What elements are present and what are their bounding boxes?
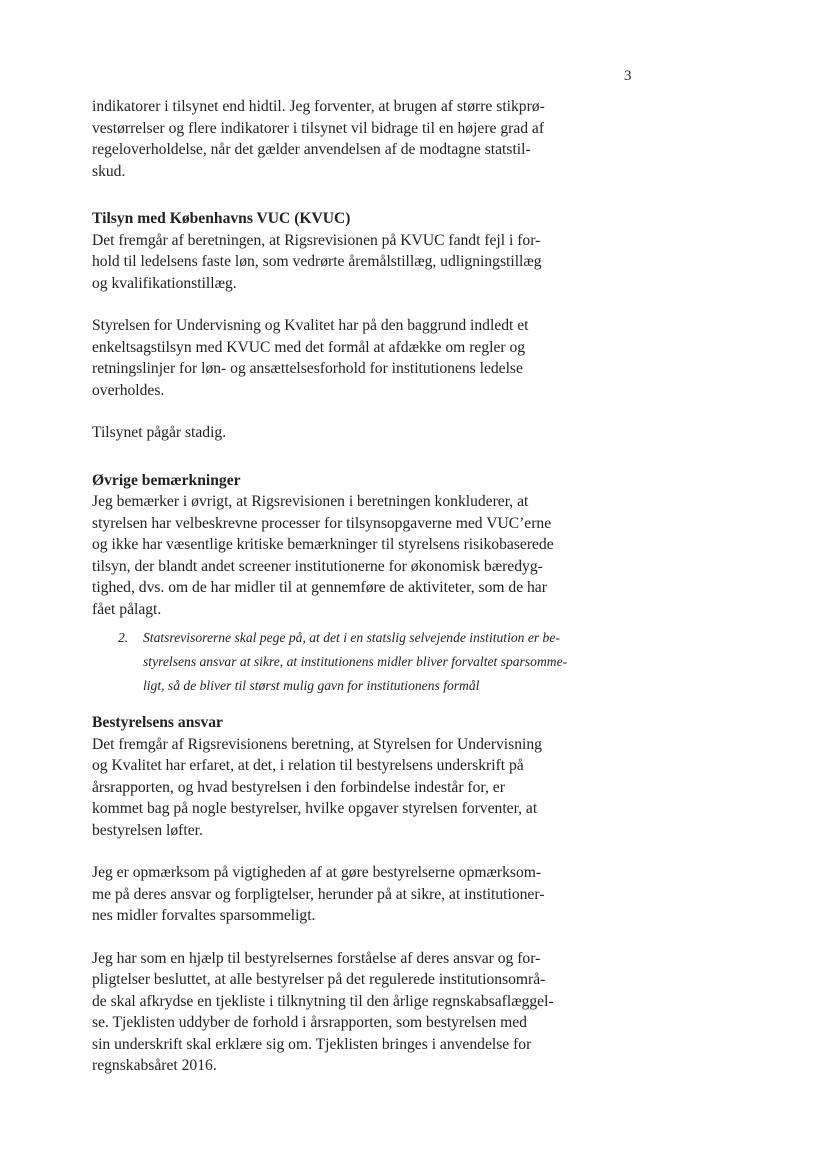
- text-line: regeloverholdelse, når det gælder anvendelsen af de modtagne statstil-: [92, 141, 531, 158]
- section-heading-board: Bestyrelsens ansvar: [92, 714, 223, 731]
- text-line: tilsyn, der blandt andet screener institutionerne for økonomisk bæredyg-: [92, 557, 543, 575]
- text-line: se. Tjeklisten uddyber de forhold i årsrapporten, som bestyrelsen med: [92, 1014, 527, 1031]
- intro-paragraph: [92, 96, 577, 182]
- text-line: retningslinjer for løn- og ansættelsesforhold for institutionens ledelse: [92, 360, 523, 377]
- text-line: me på deres ansvar og forpligtelser, herunder på at sikre, at institutioner-: [92, 885, 545, 903]
- text-line: og kvalifikationstillæg.: [92, 274, 237, 292]
- kvuc-paragraph-3: [92, 422, 577, 444]
- text-line: styrelsen har velbeskrevne processer for tilsynsopgaverne med VUC’erne: [92, 514, 552, 532]
- text-line: sin underskrift skal erklære sig om. Tjeklisten bringes i anvendelse for: [92, 1035, 532, 1053]
- text-line: kommet bag på nogle bestyrelser, hvilke opgaver styrelsen forventer, at: [92, 800, 538, 817]
- board-paragraph-2: [92, 862, 577, 927]
- board-paragraph-1: [92, 734, 577, 842]
- text-line: pligtelser besluttet, at alle bestyrelser på det regulerede institutionsområ-: [92, 971, 546, 988]
- text-line: Jeg er opmærksom på vigtigheden af at gøre bestyrelserne opmærksom-: [92, 864, 542, 881]
- quoted-statement: [118, 626, 577, 698]
- kvuc-paragraph-2: [92, 315, 577, 401]
- text-line: skud.: [92, 162, 126, 180]
- text-line: vestørrelser og flere indikatorer i tilsynet vil bidrage til en højere grad af: [92, 119, 545, 137]
- quote-number: 2.: [118, 630, 129, 645]
- text-line: og ikke har væsentlige kritiske bemærkninger til styrelsens risikobaserede: [92, 536, 554, 553]
- text-line: hold til ledelsens faste løn, som vedrørte åremålstillæg, udligningstillæg: [92, 253, 542, 270]
- text-line: og Kvalitet har erfaret, at det, i relation til bestyrelsens underskrift på: [92, 757, 524, 774]
- text-line: Jeg har som en hjælp til bestyrelsernes forståelse af deres ansvar og for-: [92, 949, 541, 967]
- board-paragraph-3: [92, 948, 577, 1077]
- document-body: [92, 96, 577, 1077]
- section-heading-other: Øvrige bemærkninger: [92, 471, 241, 489]
- page-number: 3: [624, 68, 632, 84]
- text-line: Tilsynet pågår stadig.: [92, 424, 227, 441]
- section-heading-kvuc: Tilsyn med Københavns VUC (KVUC): [92, 210, 351, 227]
- text-line: bestyrelsen løfter.: [92, 821, 203, 839]
- text-line: indikatorer i tilsynet end hidtil. Jeg forventer, at brugen af større stikprø-: [92, 98, 545, 115]
- text-line: Jeg bemærker i øvrigt, at Rigsrevisionen i beretningen konkluderer, at: [92, 493, 529, 510]
- text-line: fået pålagt.: [92, 600, 162, 618]
- text-line: overholdes.: [92, 381, 165, 399]
- text-line: regnskabsåret 2016.: [92, 1057, 217, 1074]
- kvuc-paragraph-1: [92, 230, 577, 295]
- text-line: enkeltsagstilsyn med KVUC med det formål at afdække om regler og: [92, 338, 526, 356]
- quote-line: styrelsens ansvar at sikre, at institutionens midler bliver forvaltet sparsomme-: [143, 654, 568, 669]
- text-line: tighed, dvs. om de har midler til at gennemføre de aktiviteter, som de har: [92, 579, 547, 596]
- text-line: Det fremgår af Rigsrevisionens beretning, at Styrelsen for Undervisning: [92, 735, 542, 753]
- other-paragraph-1: [92, 491, 577, 620]
- text-line: nes midler forvaltes sparsommeligt.: [92, 907, 316, 924]
- quote-line: ligt, så de bliver til størst mulig gavn for institutionens formål: [143, 678, 480, 693]
- text-line: Det fremgår af beretningen, at Rigsrevisionen på KVUC fandt fejl i for-: [92, 231, 541, 249]
- text-line: Styrelsen for Undervisning og Kvalitet har på den baggrund indledt et: [92, 317, 529, 334]
- quote-line: Statsrevisorerne skal pege på, at det i en statslig selvejende institution er be-: [143, 630, 560, 645]
- text-line: de skal afkrydse en tjekliste i tilknytning til den årlige regnskabsaflæggel-: [92, 992, 554, 1010]
- text-line: årsrapporten, og hvad bestyrelsen i den forbindelse indestår for, er: [92, 778, 505, 796]
